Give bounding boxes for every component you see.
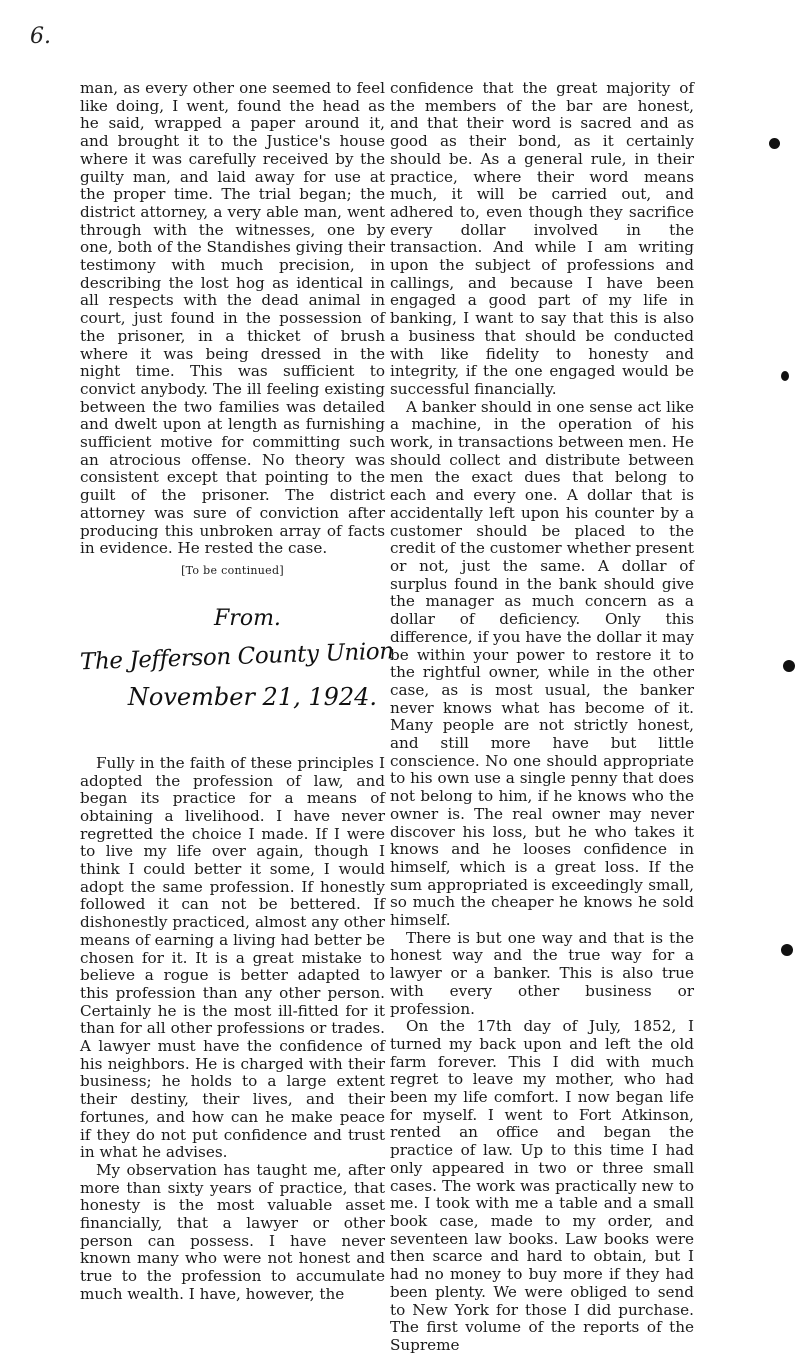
article-paragraph: confidence that the great majority of the members of the bar are honest, and that their word is sacred and as good as their bond, as it certainly should be. As a general rule, in their practice, where their word means much, it will be carried out, and adhered to, even though they sacrifice every dollar involved in the transaction. And while I am writing upon the subject of professions and callings, and because I have been engaged a good part of my life in banking, I want to say that this is also a business that should be conducted with like fidelity to honesty and integrity, if the one engaged would be successful financially. bbox=[390, 79, 694, 398]
handwritten-source: The Jefferson County Union bbox=[79, 638, 395, 676]
handwritten-from: From. bbox=[214, 605, 281, 631]
binder-hole-mark bbox=[781, 944, 793, 956]
right-column bbox=[390, 80, 694, 1355]
binder-hole-mark bbox=[769, 138, 780, 149]
article-paragraph: My observation has taught me, after more than sixty years of practice, that honesty is the most valuable asset financially, that a lawyer or other person can possess. I have never known many who were not honest and true to the profession to accumulate much wealth. I have, however, the bbox=[80, 1160, 385, 1303]
continued-note: [To be continued] bbox=[181, 563, 284, 577]
article-paragraph: On the 17th day of July, 1852, I turned my back upon and left the old farm forever. This I did with much regret to leave my mother, who had been my life comfort. I now began life for myself. I went to Fort Atkinson, rented an office and began the practice of law. Up to this time I had only appeared in two or three small cases. The work was practically new to me. I took with me a table and a small book case, made to my order, and seventeen law books. Law books were then scarce and hard to obtain, but I had no money to buy more if they had been plenty. We were obliged to send to New York for those I did purchase. The first volume of the reports of the Supreme bbox=[390, 1017, 694, 1354]
article-paragraph: man, as every other one seemed to feel like doing, I went, found the head as he said, wrapped a paper around it, and brought it to the Justice's house where it was carefully received by the guilty man, and laid away for use at the proper time. The trial began; the district attorney, a very able man, went through with the witnesses, one by one, both of the Standishes giving their testimony with much precision, in describing the lost hog as identical in all respects with the dead animal in court, just found in the possession of the prisoner, in a thicket of brush where it was being dressed in the night time. This was sufficient to convict anybody. The ill feeling existing between the two families was detailed and dwelt upon at length as furnishing sufficient motive for committing such an atrocious offense. No theory was consistent except that pointing to the guilt of the prisoner. The district attorney was sure of conviction after producing this unbroken array of facts in evidence. He rested the case. bbox=[80, 79, 385, 558]
article-paragraph: Fully in the faith of these principles I adopted the profession of law, and began its practice for a means of obtaining a livelihood. I have never regretted the choice I made. If I were to live my life over again, though I think I could better it some, I would adopt the same profession. If honestly followed it can not be bettered. If dishonestly practiced, almost any other means of earning a living had better be chosen for it. It is a great mistake to believe a rogue is better adapted to this profession than any other person. Certainly he is the most ill-fitted for it than for all other professions or trades. A lawyer must have the confidence of his neighbors. He is charged with their business; he holds to a large extent their destiny, their lives, and their fortunes, and how can he make peace if they do not put confidence and trust in what he advises. bbox=[80, 753, 385, 1162]
article-paragraph: A banker should in one sense act like a machine, in the operation of his work, in transactions between men. He should collect and distribute between men the exact dues that belong to each and every one. A dollar that is accidentally left upon his counter by a customer should be placed to the credit of the customer whether present or not, just the same. A dollar of surplus found in the bank should give the manager as much concern as a dollar of deficiency. Only this difference, if you have the dollar it may be within your power to restore it to the rightful owner, while in the other case, as is most usual, the banker never knows what has become of it. Many people are not strictly honest, and still more have but little conscience. No one should appropriate to his own use a single penny that does not belong to him, if he knows who the owner is. The real owner may never discover his loss, but he who takes it knows and he looses confidence in himself, which is a great loss. If the sum appropriated is exceedingly small, so much the cheaper he knows he sold himself. bbox=[390, 397, 694, 930]
left-column bbox=[79, 79, 395, 1304]
handwritten-date: November 21, 1924. bbox=[127, 683, 378, 712]
binder-hole-mark bbox=[783, 660, 795, 672]
handwritten-annotation bbox=[79, 605, 395, 712]
page-number: 6. bbox=[30, 24, 51, 49]
article-paragraph: There is but one way and that is the honest way and the true way for a lawyer or a banker. This is also true with every other business or profession. bbox=[390, 928, 694, 1018]
binder-hole-mark bbox=[781, 371, 789, 381]
